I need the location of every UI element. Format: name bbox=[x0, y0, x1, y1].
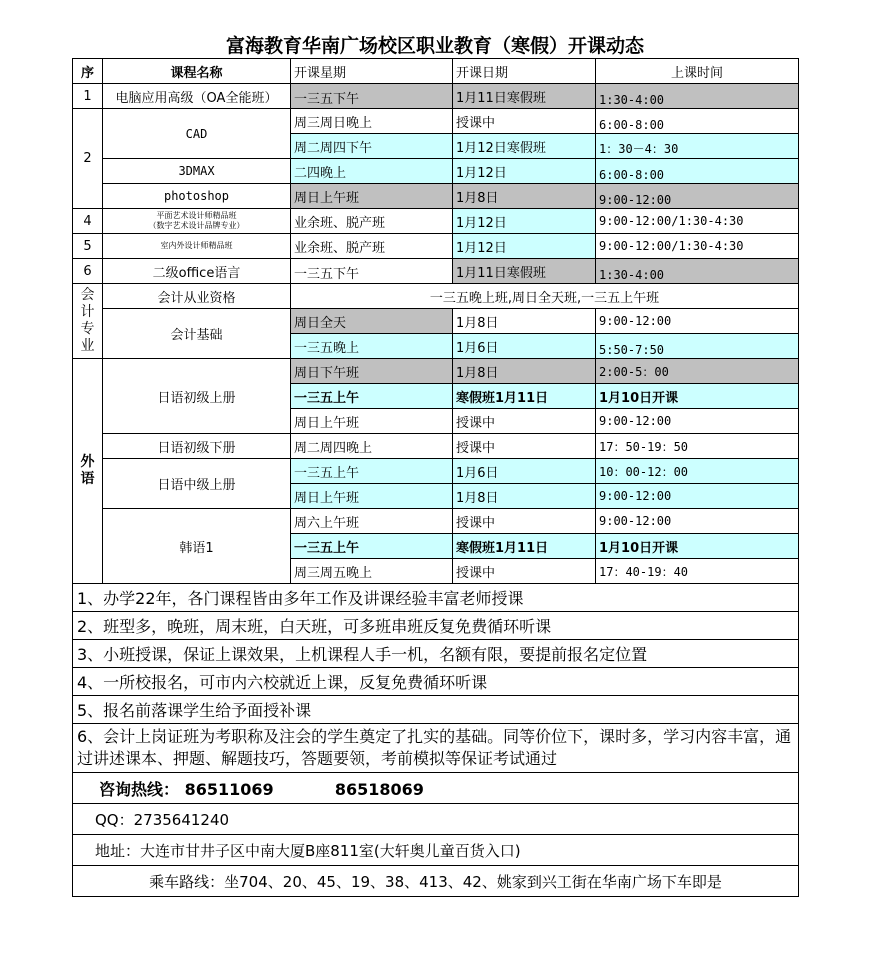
course-name: 3DMAX bbox=[103, 159, 291, 184]
course-name: 日语初级下册 bbox=[103, 434, 291, 459]
course-week: 周三周日晚上 bbox=[291, 109, 453, 134]
hotline-phone-2: 86518069 bbox=[334, 779, 424, 799]
course-time: 1:30-4:00 bbox=[596, 84, 799, 109]
course-week: 一三五下午 bbox=[291, 259, 453, 284]
course-week: 周日下午班 bbox=[291, 359, 453, 384]
course-date: 1月12日寒假班 bbox=[453, 134, 596, 159]
course-time: 1月10日开课 bbox=[596, 384, 799, 409]
course-name: 韩语1 bbox=[103, 509, 291, 584]
course-schedule-span: 一三五晚上班,周日全天班,一三五上午班 bbox=[291, 284, 799, 309]
address: 地址：大连市甘井子区中南大厦B座811室(大轩奥儿童百货入口) bbox=[73, 835, 799, 866]
course-date: 1月8日 bbox=[453, 359, 596, 384]
course-name: 会计基础 bbox=[103, 309, 291, 359]
header-time: 上课时间 bbox=[596, 59, 799, 84]
course-name: 电脑应用高级（OA全能班） bbox=[103, 84, 291, 109]
hotline bbox=[73, 773, 799, 804]
table-row bbox=[73, 309, 799, 334]
hotline-phone-1: 86511069 bbox=[184, 779, 274, 799]
course-date: 1月8日 bbox=[453, 309, 596, 334]
course-time: 17：40-19：40 bbox=[596, 559, 799, 584]
course-date: 1月8日 bbox=[453, 484, 596, 509]
course-week: 周三周五晚上 bbox=[291, 559, 453, 584]
course-time: 17：50-19：50 bbox=[596, 434, 799, 459]
course-name: 日语初级上册 bbox=[103, 359, 291, 434]
note-5: 5、报名前落课学生给予面授补课 bbox=[73, 696, 799, 724]
course-name: 会计从业资格 bbox=[103, 284, 291, 309]
header-date: 开课日期 bbox=[453, 59, 596, 84]
course-date: 1月6日 bbox=[453, 334, 596, 359]
course-date: 1月12日 bbox=[453, 234, 596, 259]
course-week: 二四晚上 bbox=[291, 159, 453, 184]
course-week: 一三五晚上 bbox=[291, 334, 453, 359]
course-date: 1月6日 bbox=[453, 459, 596, 484]
course-time: 9:00-12:00/1:30-4:30 bbox=[596, 234, 799, 259]
note-row bbox=[73, 696, 799, 724]
course-week: 业余班、脱产班 bbox=[291, 209, 453, 234]
course-time: 9:00-12:00 bbox=[596, 509, 799, 534]
course-week: 周日全天 bbox=[291, 309, 453, 334]
row-num: 4 bbox=[73, 209, 103, 234]
course-time: 9:00-12:00/1:30-4:30 bbox=[596, 209, 799, 234]
row-num: 6 bbox=[73, 259, 103, 284]
course-date: 授课中 bbox=[453, 109, 596, 134]
contact-row bbox=[73, 866, 799, 897]
course-time: 6:00-8:00 bbox=[596, 159, 799, 184]
contact-row bbox=[73, 804, 799, 835]
note-row bbox=[73, 584, 799, 612]
course-week: 周日上午班 bbox=[291, 184, 453, 209]
table-row bbox=[73, 209, 799, 234]
row-num: 2 bbox=[73, 109, 103, 209]
course-date: 1月11日寒假班 bbox=[453, 259, 596, 284]
course-date: 授课中 bbox=[453, 509, 596, 534]
table-row bbox=[73, 359, 799, 384]
table-row bbox=[73, 184, 799, 209]
course-week: 一三五下午 bbox=[291, 84, 453, 109]
header-week: 开课星期 bbox=[291, 59, 453, 84]
course-date: 授课中 bbox=[453, 434, 596, 459]
note-row bbox=[73, 612, 799, 640]
note-row bbox=[73, 640, 799, 668]
course-week: 一三五上午 bbox=[291, 384, 453, 409]
note-4: 4、一所校报名，可市内六校就近上课，反复免费循环听课 bbox=[73, 668, 799, 696]
course-week: 周六上午班 bbox=[291, 509, 453, 534]
course-time: 2:00-5：00 bbox=[596, 359, 799, 384]
group-accounting: 会计专业 bbox=[73, 284, 103, 359]
course-date: 寒假班1月11日 bbox=[453, 384, 596, 409]
course-date: 1月8日 bbox=[453, 184, 596, 209]
course-name: CAD bbox=[103, 109, 291, 159]
course-time: 9:00-12:00 bbox=[596, 309, 799, 334]
qq-number: QQ：2735641240 bbox=[73, 804, 799, 835]
bus-route: 乘车路线：坐704、20、45、19、38、413、42、姚家到兴工街在华南广场下车即是 bbox=[73, 866, 799, 897]
page-title: 富海教育华南广场校区职业教育（寒假）开课动态 bbox=[225, 35, 644, 57]
table-header-row bbox=[73, 59, 799, 84]
note-row bbox=[73, 724, 799, 773]
course-week: 周二周四下午 bbox=[291, 134, 453, 159]
course-time: 5:50-7:50 bbox=[596, 334, 799, 359]
course-week: 一三五上午 bbox=[291, 534, 453, 559]
table-row bbox=[73, 159, 799, 184]
course-week: 周日上午班 bbox=[291, 409, 453, 434]
table-row bbox=[73, 84, 799, 109]
row-num: 5 bbox=[73, 234, 103, 259]
course-date: 授课中 bbox=[453, 559, 596, 584]
table-row bbox=[73, 259, 799, 284]
contact-row bbox=[73, 835, 799, 866]
contact-row bbox=[73, 773, 799, 804]
table-row bbox=[73, 284, 799, 309]
course-name-line1: 平面艺术设计师精品班 bbox=[156, 211, 237, 220]
course-date: 授课中 bbox=[453, 409, 596, 434]
course-time: 1月10日开课 bbox=[596, 534, 799, 559]
header-course: 课程名称 bbox=[103, 59, 291, 84]
header-num: 序 bbox=[73, 59, 103, 84]
course-name: photoshop bbox=[103, 184, 291, 209]
course-date: 1月11日寒假班 bbox=[453, 84, 596, 109]
course-name-line2: （数字艺术设计品牌专业） bbox=[148, 221, 245, 230]
course-week: 周日上午班 bbox=[291, 484, 453, 509]
course-name bbox=[103, 209, 291, 234]
table-row bbox=[73, 509, 799, 534]
course-time: 9:00-12:00 bbox=[596, 484, 799, 509]
note-6: 6、会计上岗证班为考职称及注会的学生奠定了扎实的基础。同等价位下，课时多，学习内容丰富，通过讲述课本、押题、解题技巧，答题要领，考前模拟等保证考试通过 bbox=[73, 724, 799, 773]
group-language: 外语 bbox=[73, 359, 103, 584]
course-date: 寒假班1月11日 bbox=[453, 534, 596, 559]
table-row bbox=[73, 434, 799, 459]
course-time: 1：30－4：30 bbox=[596, 134, 799, 159]
table-row bbox=[73, 109, 799, 134]
course-week: 业余班、脱产班 bbox=[291, 234, 453, 259]
course-time: 6:00-8:00 bbox=[596, 109, 799, 134]
course-date: 1月12日 bbox=[453, 159, 596, 184]
course-time: 9:00-12:00 bbox=[596, 184, 799, 209]
course-name: 室内外设计师精品班 bbox=[103, 234, 291, 259]
table-row bbox=[73, 459, 799, 484]
course-week: 一三五上午 bbox=[291, 459, 453, 484]
row-num: 1 bbox=[73, 84, 103, 109]
course-name: 日语中级上册 bbox=[103, 459, 291, 509]
note-2: 2、班型多，晚班，周末班，白天班，可多班串班反复免费循环听课 bbox=[73, 612, 799, 640]
note-1: 1、办学22年，各门课程皆由多年工作及讲课经验丰富老师授课 bbox=[73, 584, 799, 612]
course-time: 9:00-12:00 bbox=[596, 409, 799, 434]
hotline-label: 咨询热线： bbox=[99, 779, 180, 799]
course-time: 1:30-4:00 bbox=[596, 259, 799, 284]
schedule-table bbox=[72, 58, 799, 897]
course-week: 周二周四晚上 bbox=[291, 434, 453, 459]
table-row bbox=[73, 234, 799, 259]
course-date: 1月12日 bbox=[453, 209, 596, 234]
course-name: 二级office语言 bbox=[103, 259, 291, 284]
note-row bbox=[73, 668, 799, 696]
course-time: 10：00-12：00 bbox=[596, 459, 799, 484]
note-3: 3、小班授课，保证上课效果，上机课程人手一机，名额有限，要提前报名定位置 bbox=[73, 640, 799, 668]
